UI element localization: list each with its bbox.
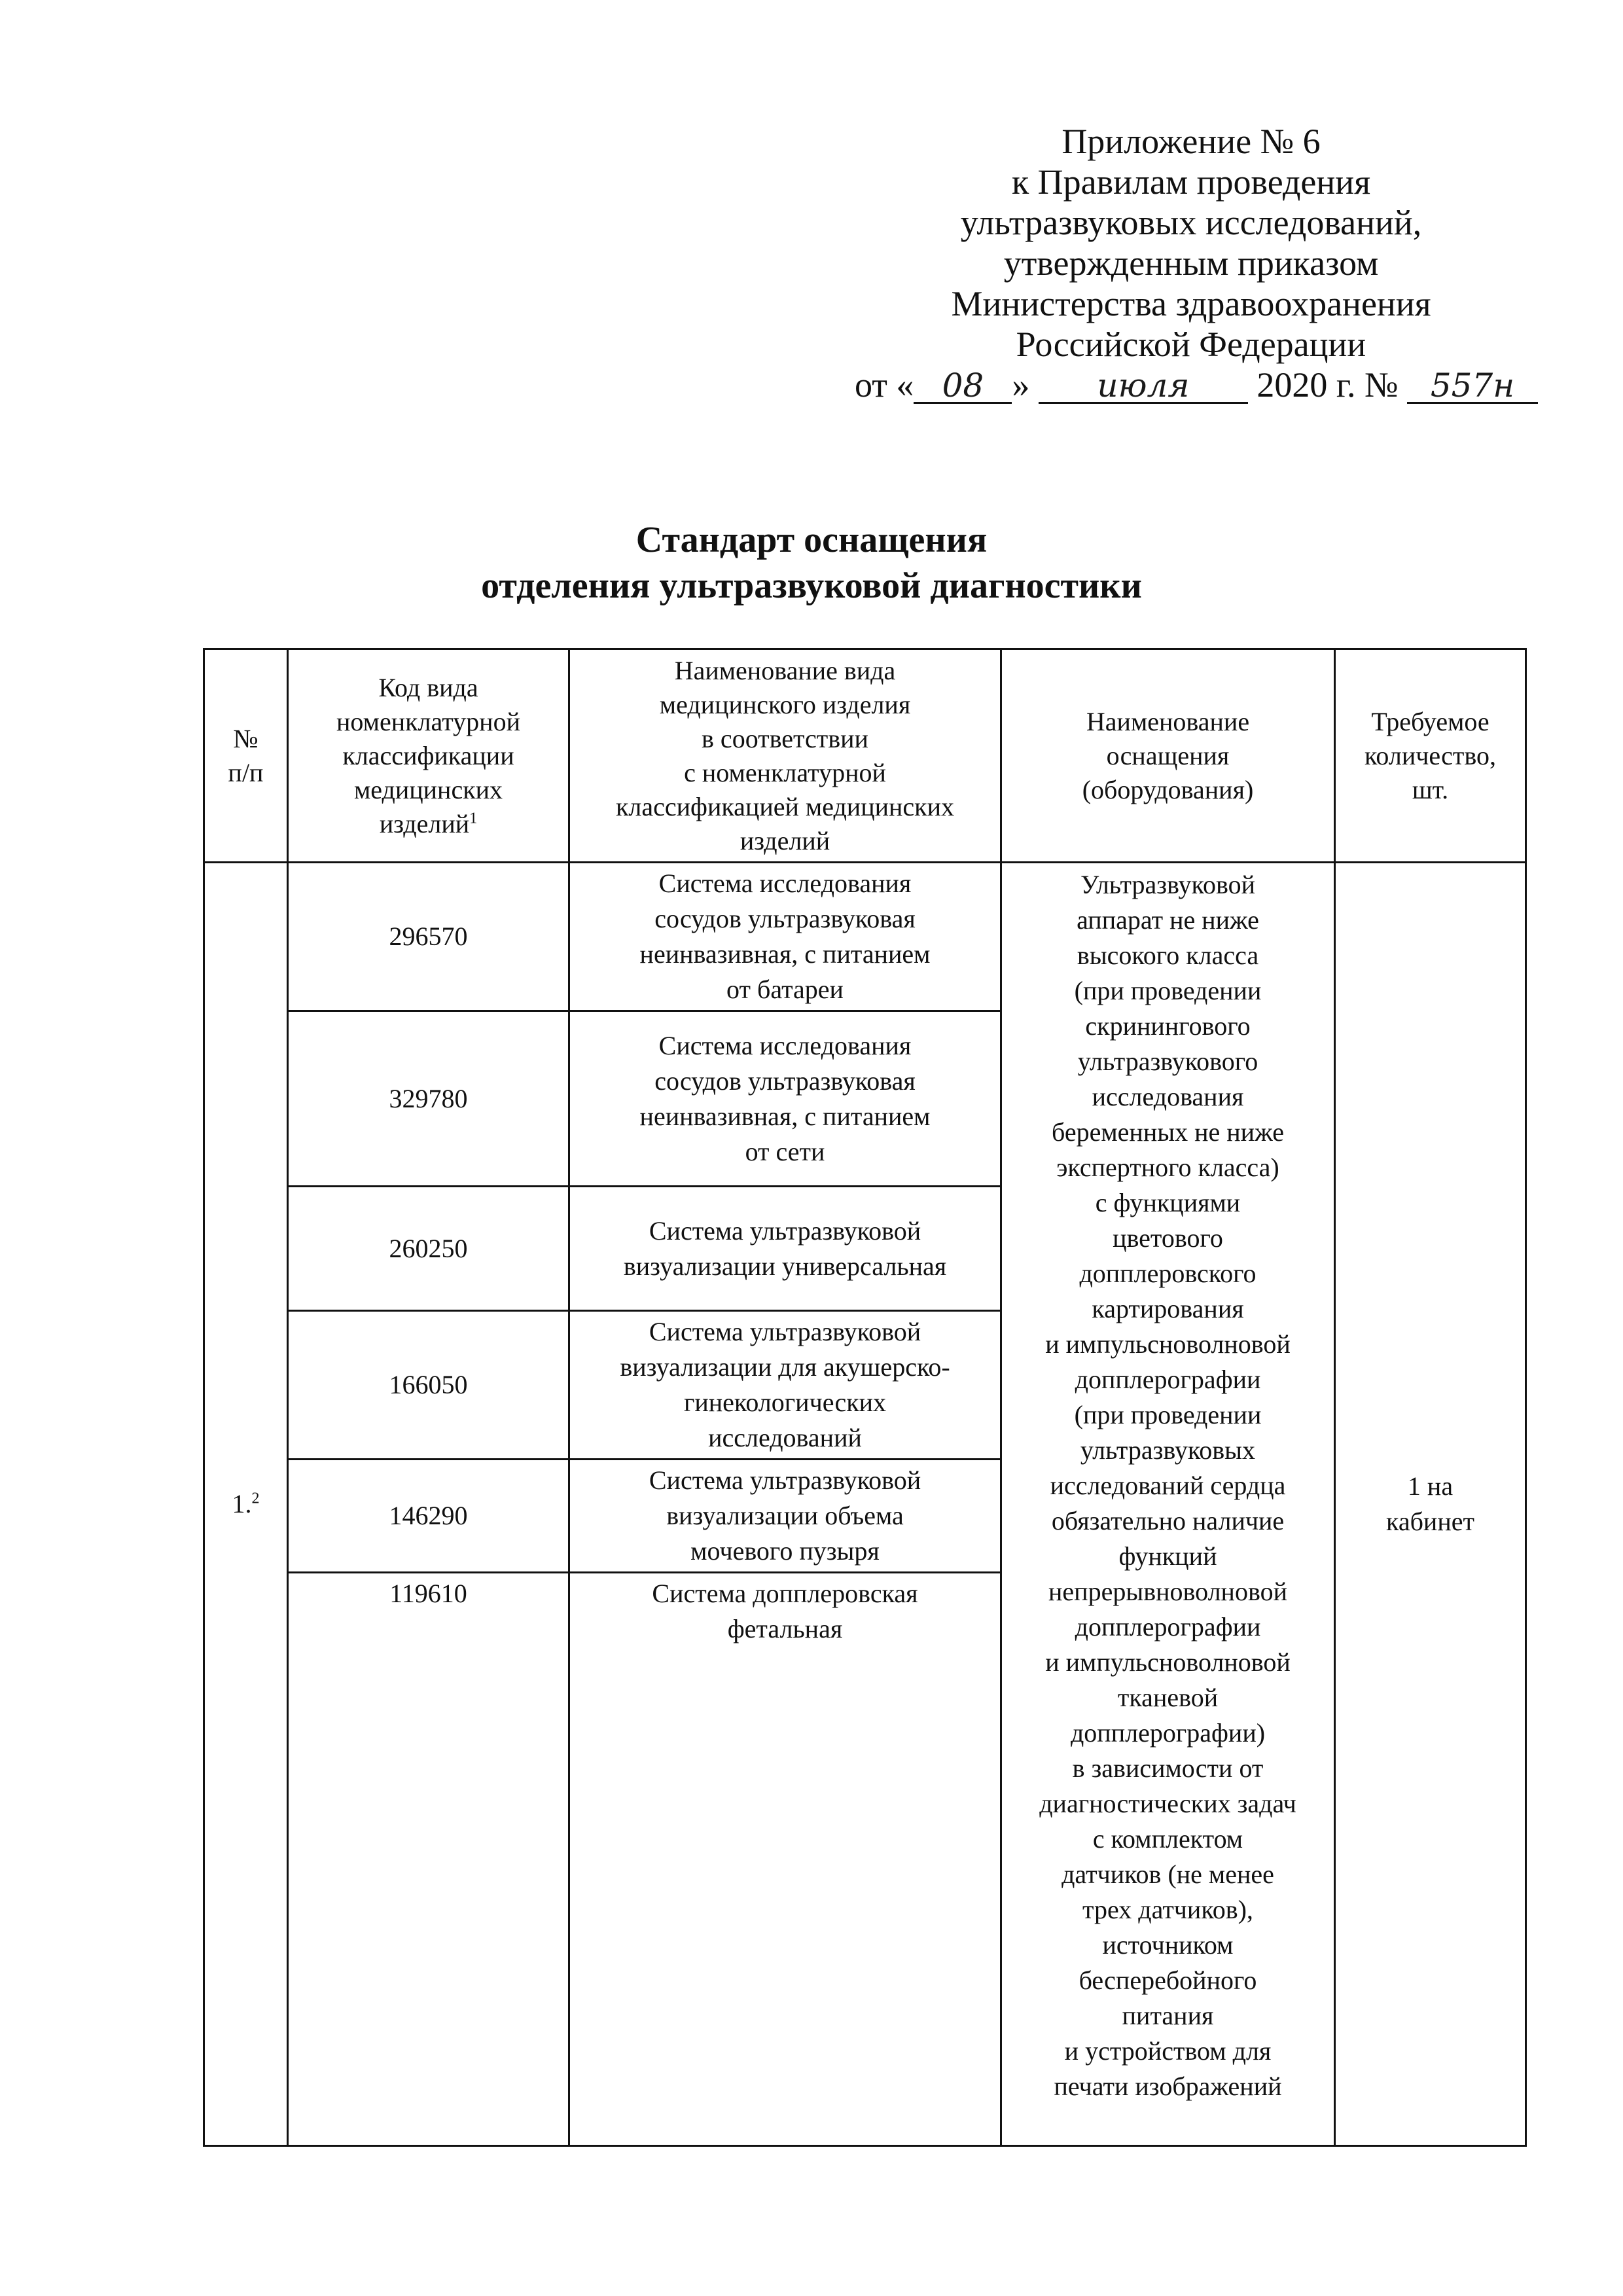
header-number: № п/п <box>204 649 288 863</box>
date-prefix: от « <box>855 365 914 404</box>
appendix-line: ультразвуковых исследований, <box>960 203 1422 242</box>
device-name-cell: Система исследования сосудов ультразвуковая неинвазивная, с питанием от сети <box>569 1011 1001 1187</box>
date-year: 2020 г. № <box>1257 365 1399 404</box>
appendix-header <box>805 121 1577 405</box>
device-name-cell: Система ультразвуковой визуализации универсальная <box>569 1187 1001 1311</box>
footnote-ref: 1 <box>469 810 478 827</box>
handwritten-month: июля <box>1039 369 1248 404</box>
equipment-description-cell: Ультразвуковой аппарат не ниже высокого класса (при проведении скринингового ультразвукового исследования беременных не ниже экспертного класса) с функциями цветового допплеровского картирования и импульсноволновой допплерографии (при проведении ультразвуковых исследований сердца обязательно наличие функций непрерывноволновой допплерографии и импульсноволновой тканевой допплерографии) в зависимости от диагностических задач с комплектом датчиков (не менее трех датчиков), источником бесперебойного питания и устройством для печати изображений <box>1001 863 1335 2146</box>
handwritten-day: 08 <box>914 369 1012 404</box>
date-mid: » <box>1012 365 1030 404</box>
appendix-line: Российской Федерации <box>1016 325 1366 364</box>
header-equipment-name: Наименование оснащения (оборудования) <box>1001 649 1335 863</box>
code-cell: 166050 <box>288 1311 569 1460</box>
title-line-1: Стандарт оснащения <box>635 520 988 560</box>
table-row <box>204 863 1526 1011</box>
order-date-line <box>805 365 1577 405</box>
handwritten-order-number: 557н <box>1407 369 1538 404</box>
appendix-line: Министерства здравоохранения <box>951 284 1431 323</box>
appendix-line: Приложение № 6 <box>1061 122 1321 161</box>
appendix-line: утвержденным приказом <box>1003 243 1379 283</box>
appendix-line: к Правилам проведения <box>1011 162 1371 202</box>
footnote-ref: 2 <box>251 1490 260 1507</box>
code-cell: 329780 <box>288 1011 569 1187</box>
quantity-cell: 1 на кабинет <box>1335 863 1526 2146</box>
header-code: Код вида номенклатурной классификации медицинских изделий$^1$ <box>288 649 569 863</box>
device-name-cell: Система ультразвуковой визуализации объема мочевого пузыря <box>569 1460 1001 1573</box>
row-number-cell: 1.$^2$ <box>204 863 288 2146</box>
code-cell: 296570 <box>288 863 569 1011</box>
device-name-cell: Система исследования сосудов ультразвуковая неинвазивная, с питанием от батареи <box>569 863 1001 1011</box>
device-name-cell: Система ультразвуковой визуализации для акушерско- гинекологических исследований <box>569 1311 1001 1460</box>
table-header-row <box>204 649 1526 863</box>
code-cell: 119610 <box>288 1573 569 2146</box>
title-line-2: отделения ультразвуковой диагностики <box>481 565 1142 606</box>
device-name-cell: Система допплеровская фетальная <box>569 1573 1001 2146</box>
header-quantity: Требуемое количество, шт. <box>1335 649 1526 863</box>
header-device-type-name: Наименование вида медицинского изделия в соответствии с номенклатурной классификацией медицинских изделий <box>569 649 1001 863</box>
equipment-standard-table <box>203 648 1525 2147</box>
code-cell: 146290 <box>288 1460 569 1573</box>
document-title <box>0 517 1623 609</box>
code-cell: 260250 <box>288 1187 569 1311</box>
